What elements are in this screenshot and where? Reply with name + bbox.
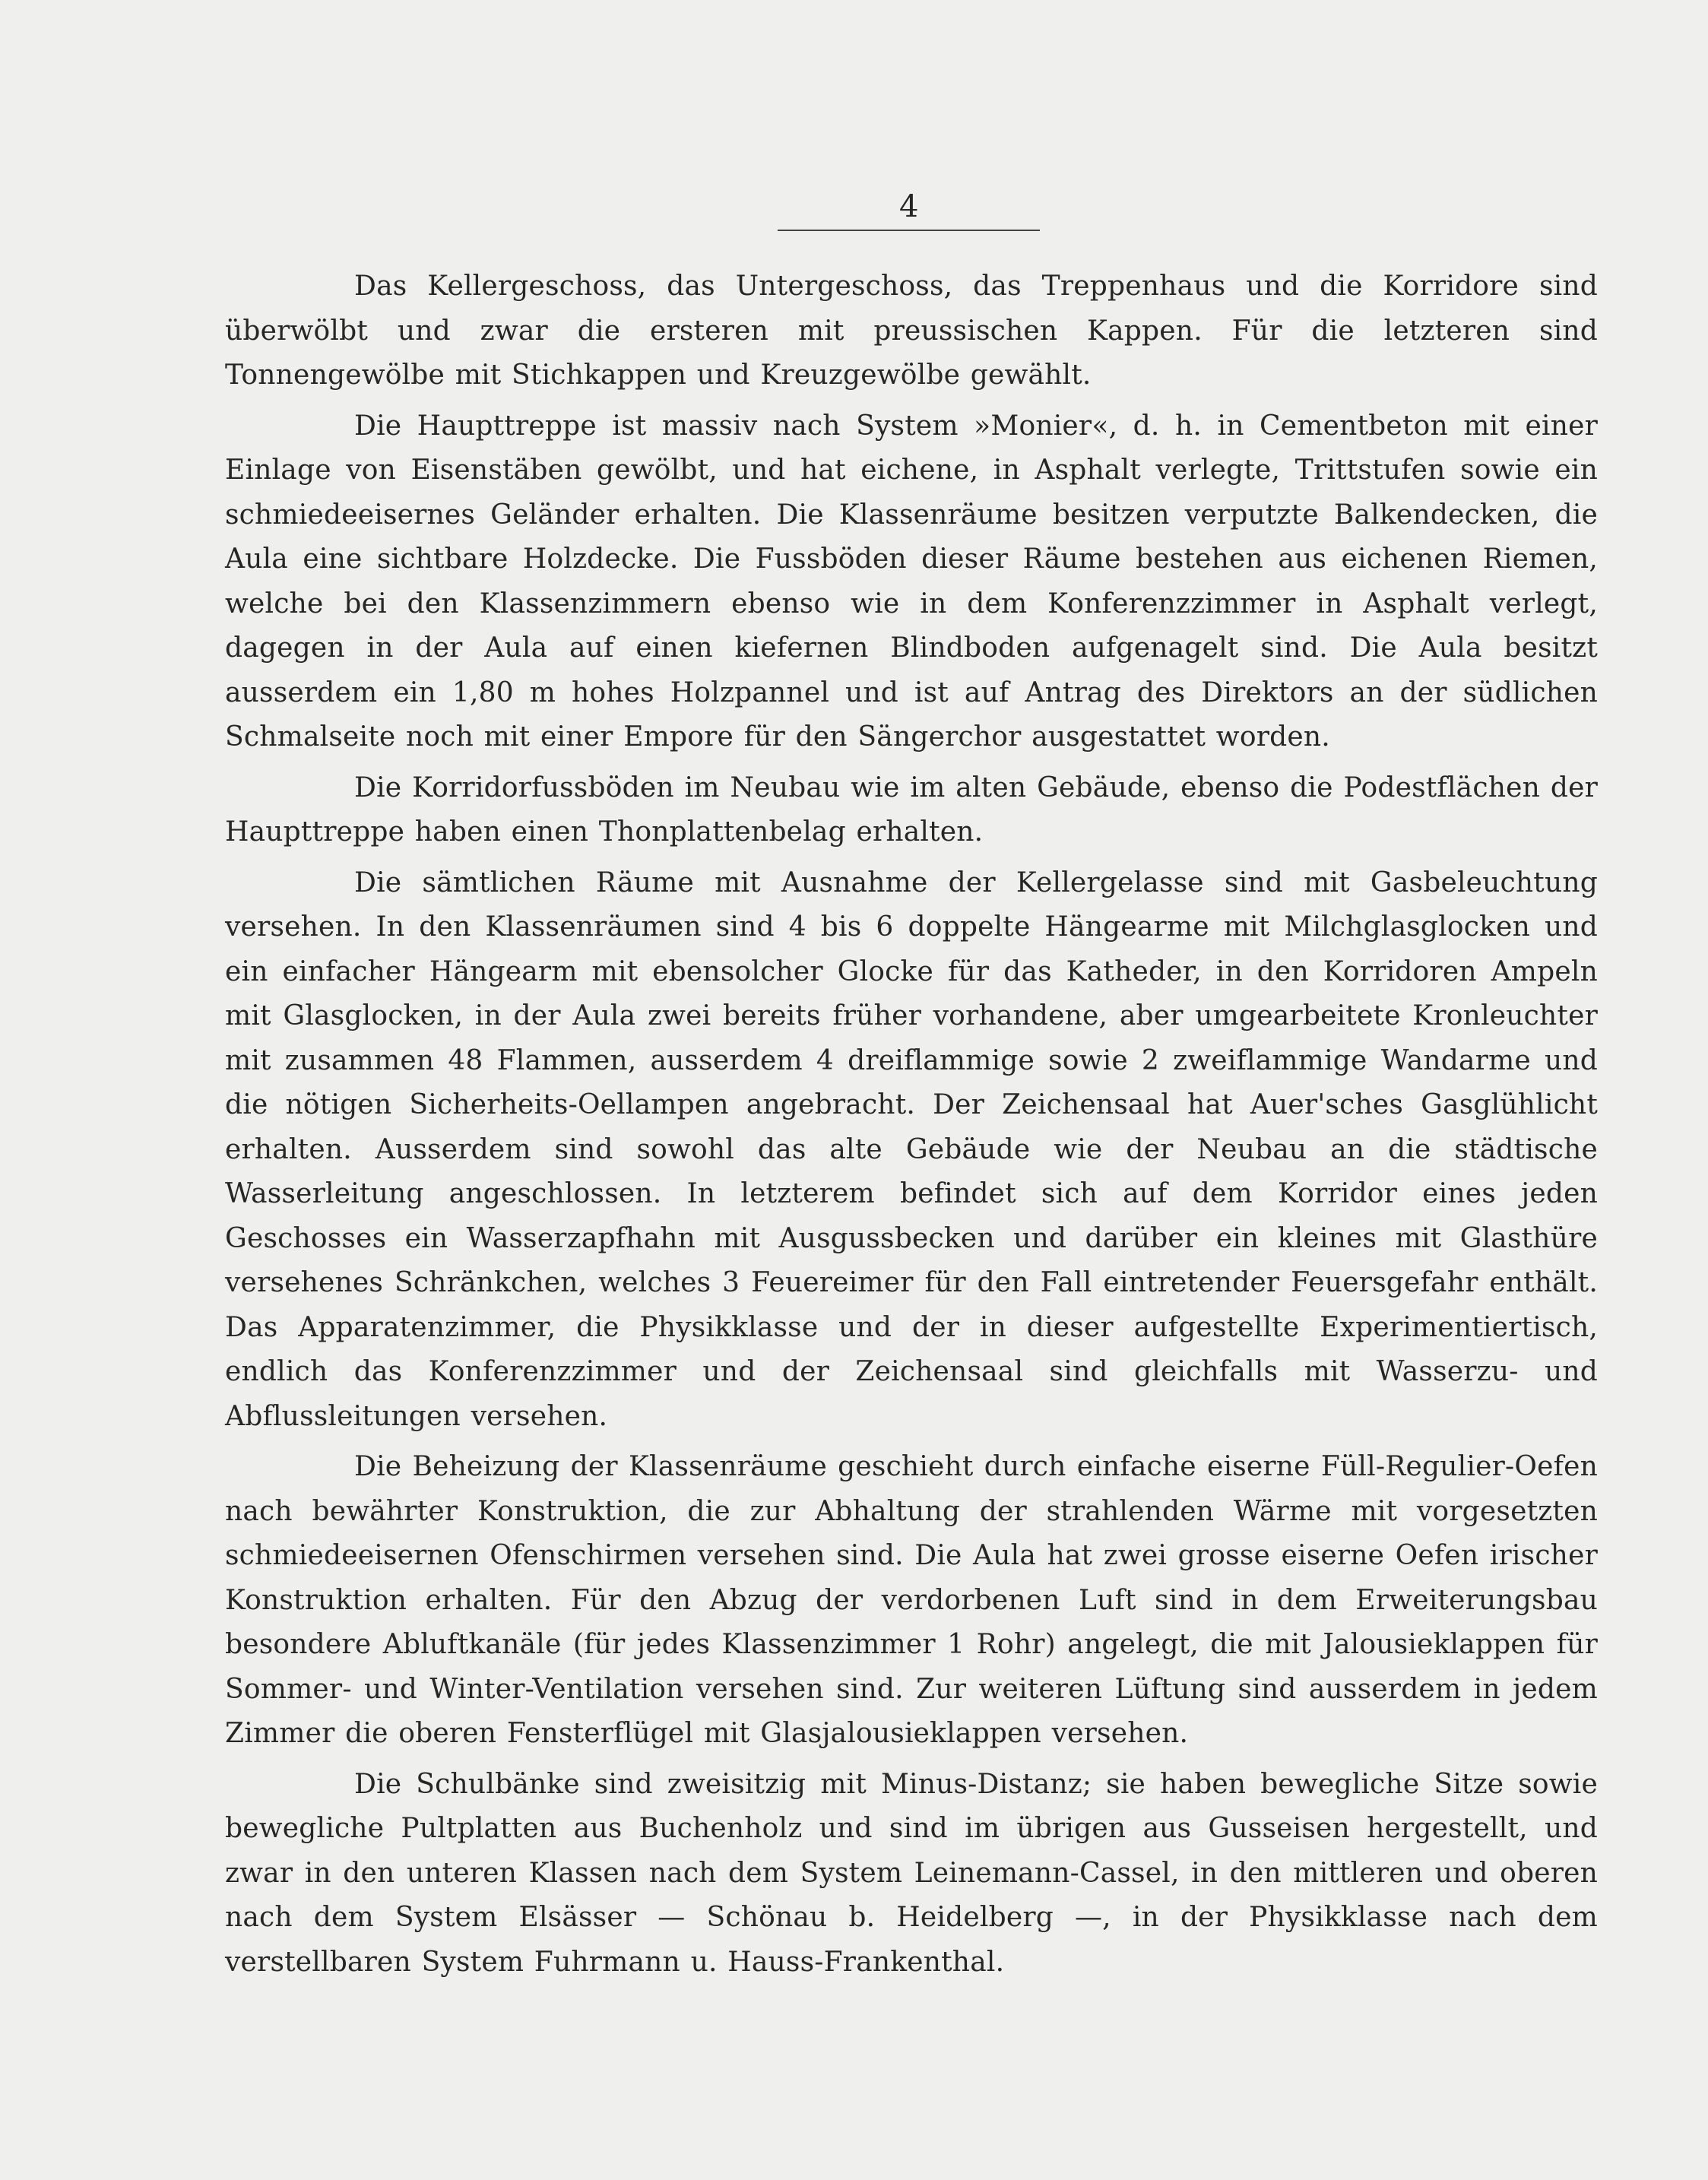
paragraph-heating-and-ventilation: Die Beheizung der Klassenräume geschieht durch einfache eiserne Füll-Regulier-Oefen nach bewährter Konstruktion, die zur Abhaltung der strahlenden Wärme mit vorgesetzten schmiedeeisernen Ofenschirmen versehen sind. Die Aula hat zwei grosse eiserne Oefen irischer Konstruktion erhalten. Für den Abzug der verdorbenen Luft sind in dem Erweiterungsbau besondere Abluftkanäle (für jedes Klassenzimmer 1 Rohr) angelegt, die mit Jalousieklappen für Sommer- und Winter-Ventilation versehen sind. Zur weiteren Lüftung sind ausserdem in jedem Zimmer die oberen Fensterflügel mit Glasjalousieklappen versehen.	[225, 1451, 1598, 1749]
paragraph-lighting-and-water: Die sämtlichen Räume mit Ausnahme der Kellergelasse sind mit Gasbeleuchtung versehen. In den Klassenräumen sind 4 bis 6 doppelte Hängearme mit Milchglasglocken und ein einfacher Hängearm mit ebensolcher Glocke für das Katheder, in den Korridoren Ampeln mit Glasglocken, in der Aula zwei bereits früher vorhandene, aber umgearbeitete Kronleuchter mit zusammen 48 Flammen, ausserdem 4 dreiflammige sowie 2 zweiflammige Wandarme und die nötigen Sicherheits-Oellampen angebracht. Der Zeichensaal hat Auer'sches Gasglühlicht erhalten. Ausserdem sind sowohl das alte Gebäude wie der Neubau an die städtische Wasserleitung angeschlossen. In letzterem befindet sich auf dem Korridor eines jeden Geschosses ein Wasserzapfhahn mit Ausgussbecken und darüber ein kleines mit Glasthüre versehenes Schränkchen, welches 3 Feuereimer für den Fall eintretender Feuersgefahr enthält. Das Apparatenzimmer, die Physikklasse und der in dieser aufgestellte Experimentiertisch, endlich das Konferenzzimmer und der Zeichensaal sind gleichfalls mit Wasserzu- und Abflussleitungen versehen.	[225, 867, 1598, 1432]
paragraph-school-benches: Die Schulbänke sind zweisitzig mit Minus-Distanz; sie haben bewegliche Sitze sowie bewegliche Pultplatten aus Buchenholz und sind im übrigen aus Gusseisen hergestellt, und zwar in den unteren Klassen nach dem System Leinemann-Cassel, in den mittleren und oberen nach dem System Elsässer — Schönau b. Heidelberg —, in der Physikklasse nach dem verstellbaren System Fuhrmann u. Hauss-Frankenthal.	[225, 1768, 1598, 1978]
body-text	[225, 265, 1598, 1991]
paragraph-corridor-floors: Die Korridorfussböden im Neubau wie im alten Gebäude, ebenso die Podestflächen der Haupttreppe haben einen Thonplattenbelag erhalten.	[225, 772, 1598, 848]
header-rule	[778, 230, 1040, 231]
paragraph-vaulting: Das Kellergeschoss, das Untergeschoss, das Treppenhaus und die Korridore sind überwölbt und zwar die ersteren mit preussischen Kappen. Für die letzteren sind Tonnengewölbe mit Stichkappen und Kreuzgewölbe gewählt.	[225, 271, 1598, 391]
page-number: 4	[899, 189, 919, 224]
paragraph-staircase-and-floors: Die Haupttreppe ist massiv nach System »Monier«, d. h. in Cementbeton mit einer Einlage von Eisenstäben gewölbt, und hat eichene, in Asphalt verlegte, Trittstufen sowie ein schmiedeeisernes Geländer erhalten. Die Klassenräume besitzen verputzte Balkendecken, die Aula eine sichtbare Holzdecke. Die Fussböden dieser Räume bestehen aus eichenen Riemen, welche bei den Klassenzimmern ebenso wie in dem Konferenzzimmer in Asphalt verlegt, dagegen in der Aula auf einen kiefernen Blindboden aufgenagelt sind. Die Aula besitzt ausserdem ein 1,80 m hohes Holzpannel und ist auf Antrag des Direktors an der südlichen Schmalseite noch mit einer Empore für den Sängerchor ausgestattet worden.	[225, 410, 1598, 753]
page-header	[778, 189, 1044, 234]
